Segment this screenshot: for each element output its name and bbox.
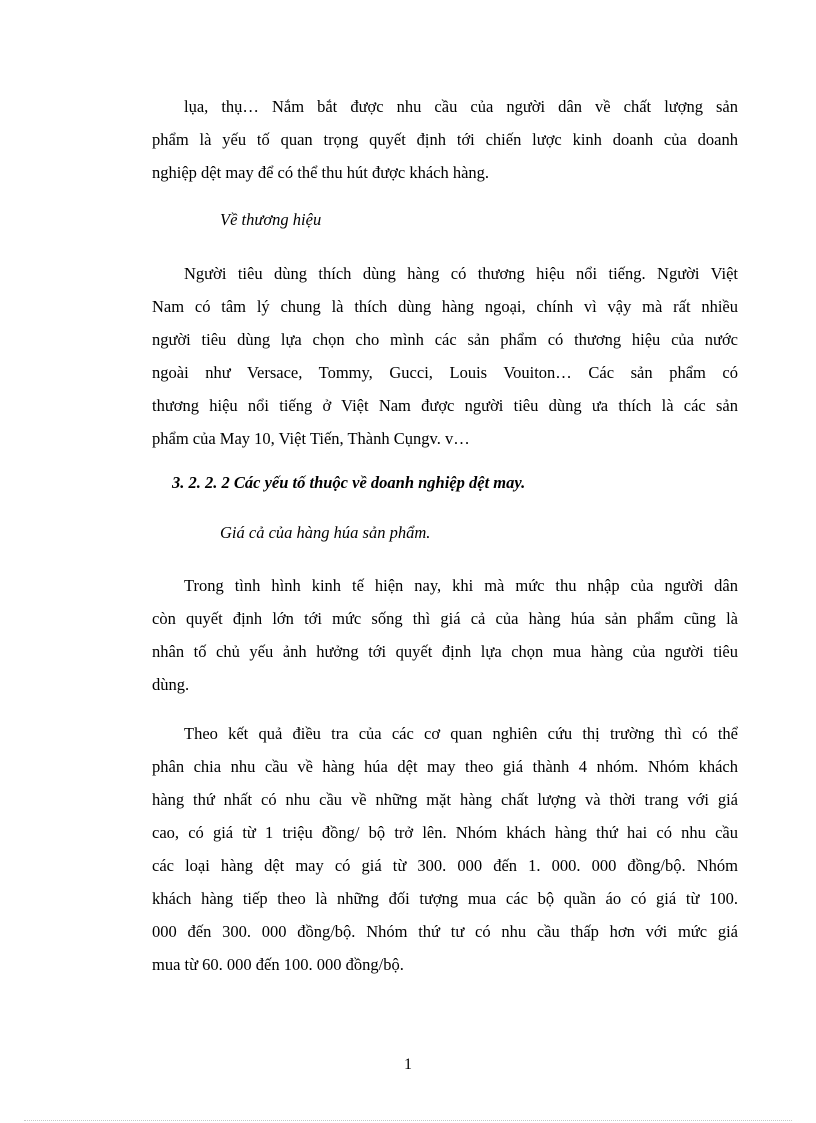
text-line: Theo kết quả điều tra của các cơ quan nghiên cứu thị trường thì có thể [184,724,738,743]
text-line: Nam có tâm lý chung là thích dùng hàng ngoại, chính vì vậy mà rất nhiều [152,297,738,316]
subheading-price: Giá cả của hàng húa sản phẩm. [220,523,431,542]
text-line: cao, có giá từ 1 triệu đồng/ bộ trở lên. Nhóm khách hàng thứ hai có nhu cầu [152,823,738,842]
paragraph-brand [152,257,738,455]
text-line: phẩm là yếu tố quan trọng quyết định tới chiến lược kinh doanh của doanh [152,130,738,149]
text-line: Người tiêu dùng thích dùng hàng có thương hiệu nổi tiếng. Người Việt [184,264,738,283]
text-line: còn quyết định lớn tới mức sống thì giá cả của hàng húa sản phẩm cũng là [152,609,738,628]
paragraph-survey [152,717,738,981]
section-heading: 3. 2. 2. 2 Các yếu tố thuộc về doanh nghiệp dệt may. [172,473,526,492]
text-line: nghiệp dệt may để có thể thu hút được khách hàng. [152,163,490,182]
page-number: 1 [404,1056,412,1073]
text-line: lụa, thụ… Nắm bắt được nhu cầu của người dân về chất lượng sản [184,97,738,116]
text-line: 000 đến 300. 000 đồng/bộ. Nhóm thứ tư có nhu cầu thấp hơn với mức giá [152,922,738,941]
subheading-brand: Về thương hiệu [220,210,322,229]
paragraph-intro [152,90,738,189]
text-line: ngoài như Versace, Tommy, Gucci, Louis Vouiton… Các sản phẩm có [152,363,738,382]
text-line: hàng thứ nhất có nhu cầu về những mặt hàng chất lượng và thời trang với giá [152,790,738,809]
text-line: phẩm của May 10, Việt Tiến, Thành Cụngv. v… [152,429,470,448]
text-line: nhân tố chủ yếu ảnh hưởng tới quyết định lựa chọn mua hàng của người tiêu [152,642,738,661]
text-line: các loại hàng dệt may có giá từ 300. 000 đến 1. 000. 000 đồng/bộ. Nhóm [152,856,738,875]
text-line: Trong tình hình kinh tế hiện nay, khi mà mức thu nhập của người dân [184,576,738,595]
text-line: mua từ 60. 000 đến 100. 000 đồng/bộ. [152,955,404,974]
text-line: dùng. [152,675,190,694]
text-line: phân chia nhu cầu về hàng húa dệt may theo giá thành 4 nhóm. Nhóm khách [152,757,738,776]
text-line: người tiêu dùng lựa chọn cho mình các sản phẩm có thương hiệu của nước [152,330,738,349]
paragraph-price [152,569,738,701]
page-bottom-divider [24,1120,792,1121]
text-line: khách hàng tiếp theo là những đối tượng mua các bộ quần áo có giá từ 100. [152,889,738,908]
text-line: thương hiệu nổi tiếng ở Việt Nam được người tiêu dùng ưa thích là các sản [152,396,738,415]
